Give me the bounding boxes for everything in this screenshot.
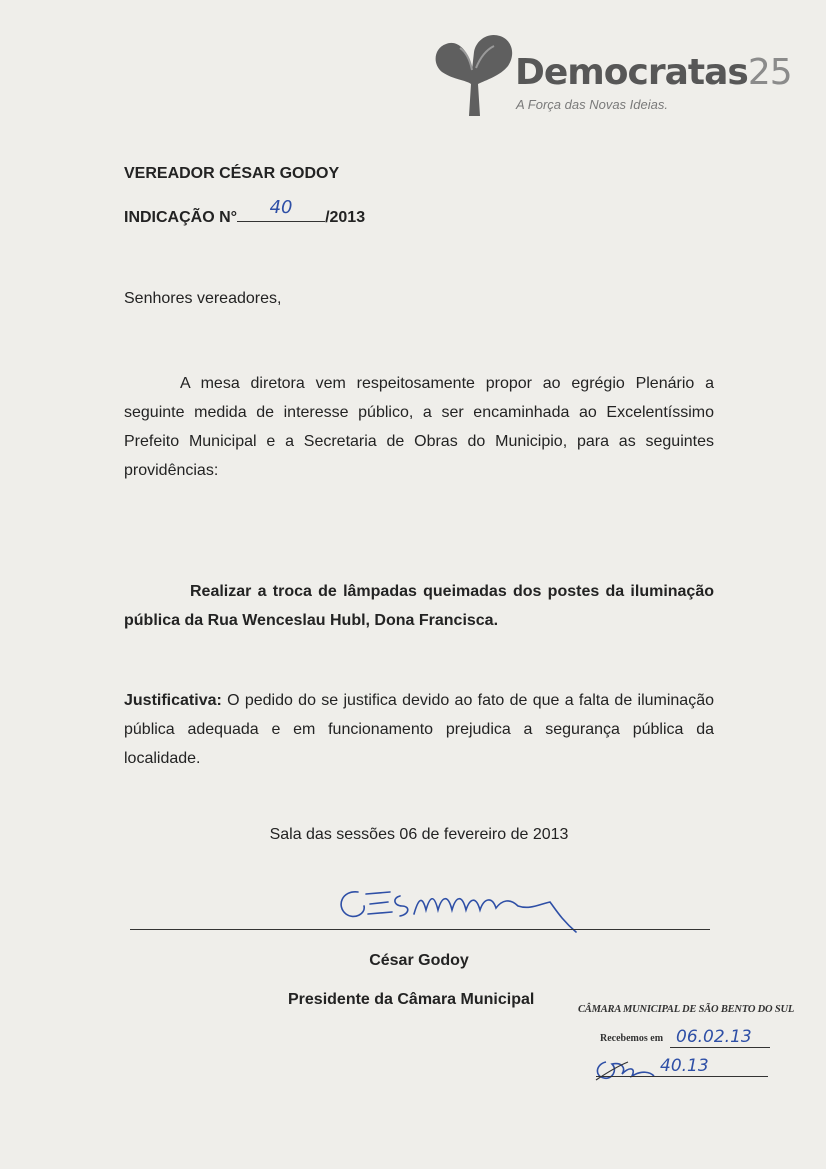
logo-slogan: A Força das Novas Ideias.: [516, 97, 668, 112]
indicacao-number-field: [237, 197, 325, 222]
stamp-protocol-number: 40.13: [660, 1056, 709, 1076]
intro-paragraph: A mesa diretora vem respeitosamente propor ao egrégio Plenário a seguinte medida de interesse público, a ser encaminhada ao Excelentíssimo Prefeito Municipal e a Secretaria de Obras do Municipio, para as seguintes providências:: [124, 375, 714, 479]
stamp-title: CÂMARA MUNICIPAL DE SÃO BENTO DO SUL: [578, 1004, 795, 1015]
request-paragraph: Realizar a troca de lâmpadas queimadas dos postes da iluminação pública da Rua Wenceslau Hubl, Dona Francisca.: [124, 583, 714, 629]
indicacao-number: 40: [269, 197, 293, 218]
logo-wordmark: [515, 52, 792, 93]
stamp-protocol-line: [596, 1076, 768, 1077]
signer-role: Presidente da Câmara Municipal: [288, 991, 535, 1008]
signer-name: César Godoy: [369, 952, 469, 969]
logo-number: 25: [747, 52, 792, 93]
indicacao-prefix: INDICAÇÃO N°: [124, 209, 238, 226]
justification-label: Justificativa:: [124, 692, 222, 709]
justification-paragraph: [124, 686, 714, 773]
indicacao-suffix: /2013: [325, 209, 366, 226]
party-logo: [430, 30, 792, 120]
logo-name: Democratas: [515, 52, 748, 93]
handwritten-signature: [330, 880, 590, 936]
signature-line: [130, 929, 710, 930]
stamp-received-date: 06.02.13: [676, 1027, 752, 1047]
reception-stamp: [578, 1000, 818, 1090]
stamp-initials-signature: [592, 1056, 662, 1082]
greeting: Senhores vereadores,: [124, 290, 282, 307]
stamp-received-label: Recebemos em: [600, 1033, 664, 1044]
tree-logo-icon: [430, 30, 520, 120]
place-date: Sala das sessões 06 de fevereiro de 2013: [269, 826, 569, 843]
stamp-date-line: [670, 1047, 770, 1048]
author-heading: VEREADOR CÉSAR GODOY: [124, 165, 340, 182]
justification-text: O pedido do se justifica devido ao fato de que a falta de iluminação pública adequada e em funcionamento prejudica a segurança pública da localidade.: [124, 692, 714, 767]
indicacao-line: [124, 197, 366, 227]
